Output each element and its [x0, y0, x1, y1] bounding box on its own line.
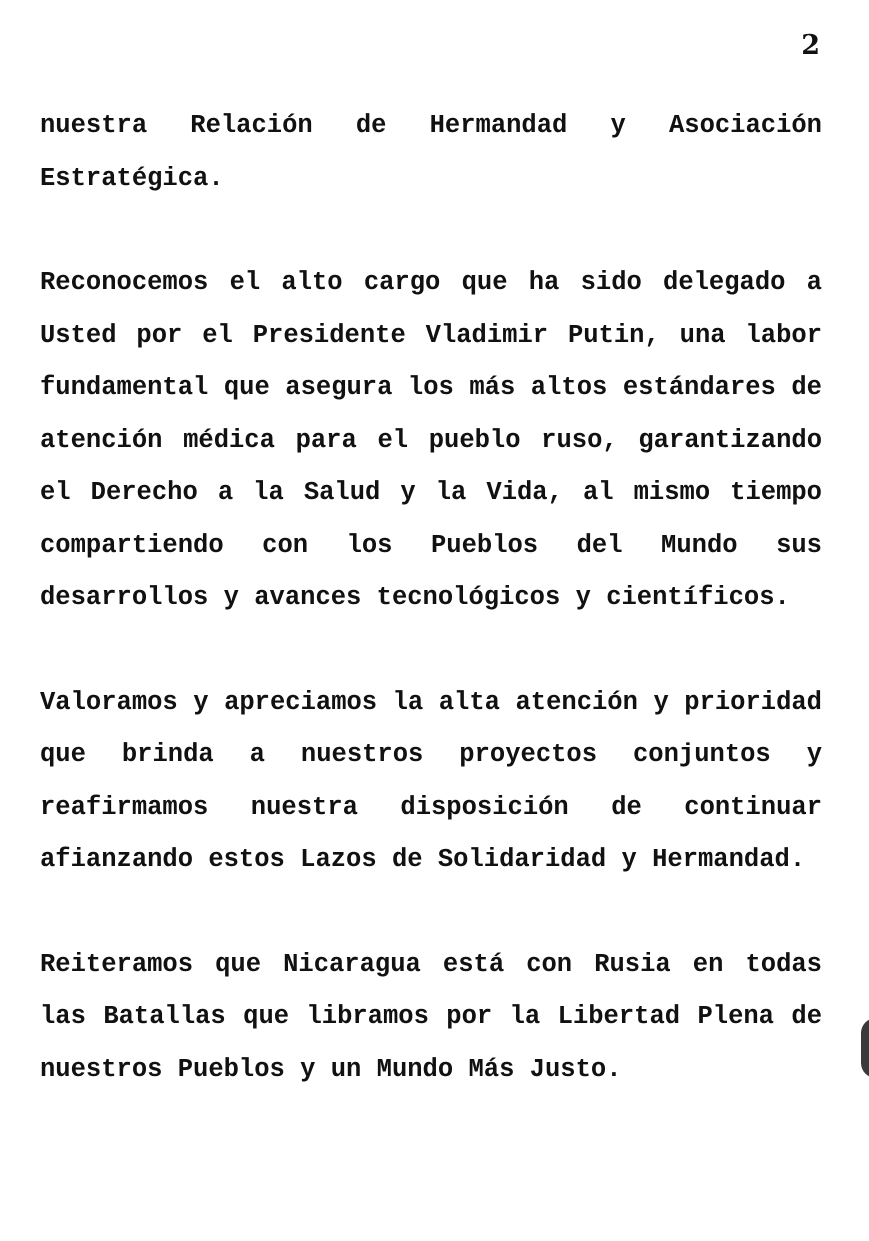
paragraph-reiteration: Reiteramos que Nicaragua está con Rusia en todas las Batallas que libramos por la Libertad Plena de nuestros Pueblos y un Mundo Más Justo. [40, 949, 822, 1084]
paragraph-recognition: Reconocemos el alto cargo que ha sido delegado a Usted por el Presidente Vladimir Putin, una labor fundamental que asegura los más altos estándares de atención médica para el pueblo ruso, garantizando el Derecho a la Salud y la Vida, al mismo tiempo compartiendo con los Pueblos del Mundo sus desarrollos y avances tecnológicos y científicos. [40, 268, 822, 612]
paragraph-appreciation: Valoramos y apreciamos la alta atención y prioridad que brinda a nuestros proyectos conjuntos y reafirmamos nuestra disposición de continuar afianzando estos Lazos de Solidaridad y Hermandad. [40, 687, 822, 874]
page-number: 2 [801, 30, 820, 61]
edge-scroll-handle[interactable] [861, 1018, 869, 1078]
letter-body [40, 100, 822, 1096]
paragraph-closing-relation: nuestra Relación de Hermandad y Asociación Estratégica. [40, 111, 822, 193]
